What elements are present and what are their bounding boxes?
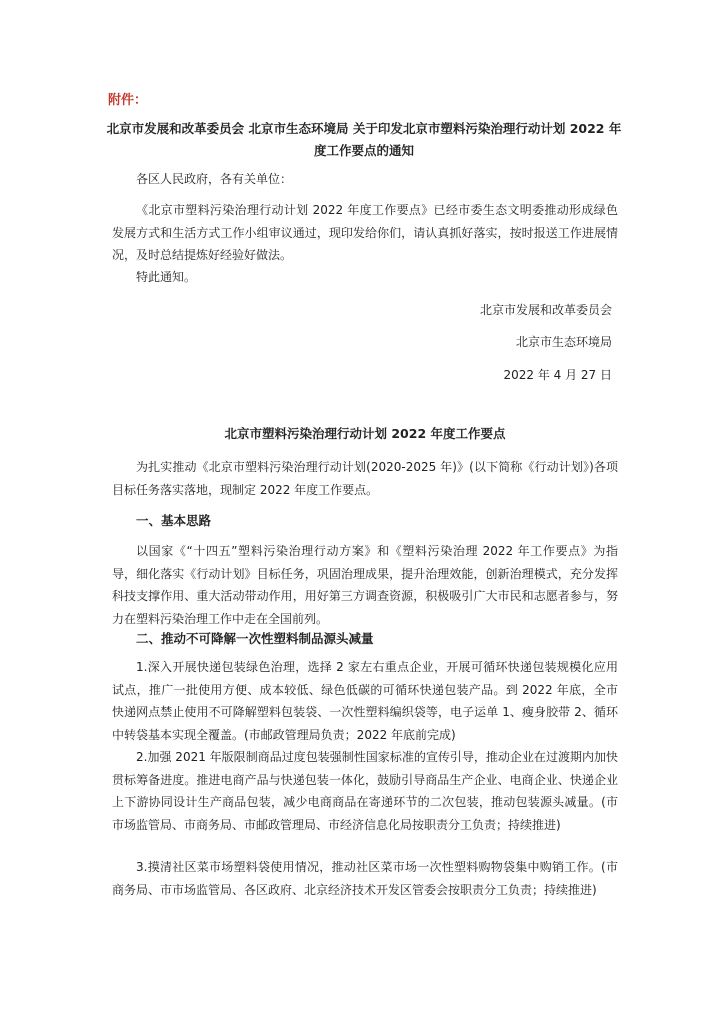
issuer-ndrc: 北京市发展和改革委员会 — [479, 303, 612, 317]
notice-title: 北京市发展和改革委员会 北京市生态环境局 关于印发北京市塑料污染治理行动计划 2022 年度工作要点的通知 — [106, 121, 622, 158]
item-3: 3.摸清社区菜市场塑料袋使用情况，推动社区菜市场一次性塑料购物袋集中购销工作。(市商务局、市市场监管局、各区政府、北京经济技术开发区管委会按职责分工负责；持续推进) — [112, 860, 618, 897]
issuer-eeb: 北京市生态环境局 — [515, 335, 612, 349]
item-2: 2.加强 2021 年版限制商品过度包装强制性国家标准的宣传引导，推动企业在过渡期内加快贯标筹备进度。推进电商产品与快递包装一体化，鼓励引导商品生产企业、电商企业、快递企业上下游协同设计生产商品包装，减少电商商品在寄递环节的二次包装，推动包装源头减量。(市市场监管局、市商务局、市邮政管理局、市经济信息化局按职责分工负责；持续推进) — [112, 750, 618, 832]
plan-intro: 为扎实推动《北京市塑料污染治理行动计划(2020-2025 年)》(以下简称《行动计划》)各项目标任务落实落地，现制定 2022 年度工作要点。 — [112, 460, 618, 497]
plan-title: 北京市塑料污染治理行动计划 2022 年度工作要点 — [224, 426, 506, 441]
closing: 特此通知。 — [136, 270, 197, 284]
section-2-heading: 二、推动不可降解一次性塑料制品源头减量 — [136, 631, 374, 646]
section-1-heading: 一、基本思路 — [136, 513, 212, 528]
attachment-label: 附件： — [108, 93, 148, 108]
item-1: 1.深入开展快递包装绿色治理，选择 2 家左右重点企业，开展可循环快递包装规模化应用试点，推广一批使用方便、成本较低、绿色低碳的可循环快递包装产品。到 2022 年底，全市快递网点禁止使用不可降解塑料包装袋、一次性塑料编织袋等，电子运单 1、瘦身胶带 2、循环中转袋基本实现全覆盖。(市邮政管理局负责；2022 年底前完成) — [112, 660, 618, 742]
issue-date: 2022 年 4 月 27 日 — [503, 368, 612, 382]
section-1-body: 以国家《“十四五”塑料污染治理行动方案》和《塑料污染治理 2022 年工作要点》为指导，细化落实《行动计划》目标任务，巩固治理成果，提升治理效能，创新治理模式，充分发挥科技支撑作用、重大活动带动作用，用好第三方调查资源，积极吸引广大市民和志愿者参与，努力在塑料污染治理工作中走在全国前列。 — [112, 544, 618, 626]
salutation: 各区人民政府，各有关单位： — [136, 172, 293, 186]
notice-body: 《北京市塑料污染治理行动计划 2022 年度工作要点》已经市委生态文明委推动形成绿色发展方式和生活方式工作小组审议通过，现印发给你们，请认真抓好落实，按时报送工作进展情况，及时总结提炼好经验好做法。 — [112, 203, 618, 262]
